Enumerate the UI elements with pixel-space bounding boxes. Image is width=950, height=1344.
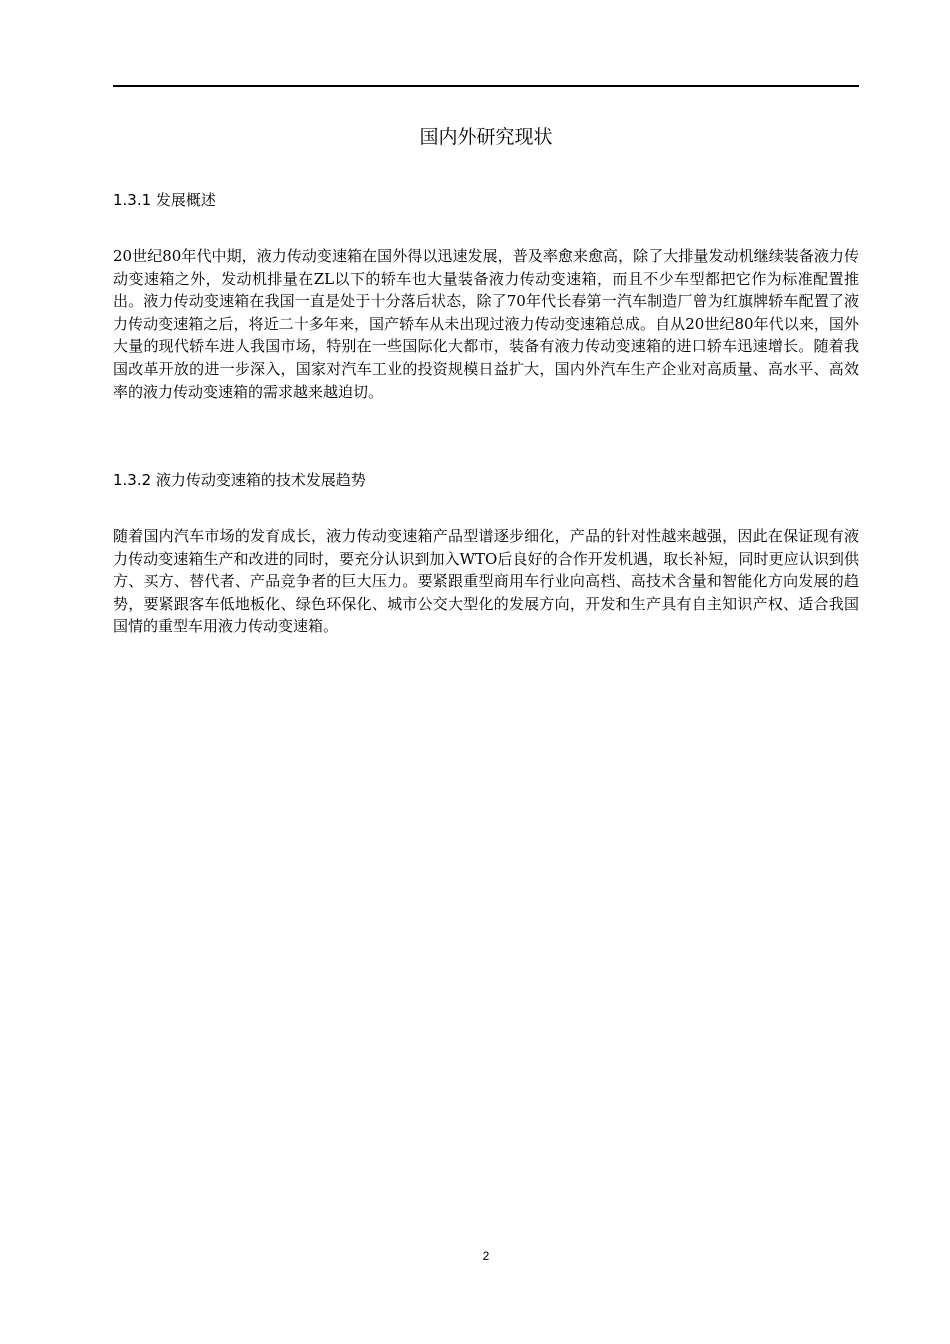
header-rule xyxy=(113,85,859,87)
section-heading-technology-trends: 1.3.2 液力传动变速箱的技术发展趋势 xyxy=(113,471,366,489)
page-title: 国内外研究现状 xyxy=(419,126,553,148)
section-heading-development-overview: 1.3.1 发展概述 xyxy=(113,191,216,209)
page-number: 2 xyxy=(482,1249,490,1263)
section-paragraph-technology-trends: 随着国内汽车市场的发育成长，液力传动变速箱产品型谱逐步细化，产品的针对性越来越强，因此在保证现有液力传动变速箱生产和改进的同时，要充分认识到加入WTO后良好的合作开发机遇，取长补短，同时更应认识到供方、买方、替代者、产品竞争者的巨大压力。要紧跟重型商用车行业向高档、高技术含量和智能化方向发展的趋势，要紧跟客车低地板化、绿色环保化、城市公交大型化的发展方向，开发和生产具有自主知识产权、适合我国国情的重型车用液力传动变速箱。 xyxy=(113,527,859,636)
section-paragraph-development-overview: 20世纪80年代中期，液力传动变速箱在国外得以迅速发展，普及率愈来愈高，除了大排量发动机继续装备液力传动变速箱之外，发动机排量在ZL以下的轿车也大量装备液力传动变速箱，而且不少车型都把它作为标准配置推出。液力传动变速箱在我国一直是处于十分落后状态，除了70年代长春第一汽车制造厂曾为红旗牌轿车配置了液力传动变速箱之后，将近二十多年来，国产轿车从未出现过液力传动变速箱总成。自从20世纪80年代以来，国外大量的现代轿车进人我国市场，特别在一些国际化大都市，装备有液力传动变速箱的进口轿车迅速增长。随着我国改革开放的进一步深入，国家对汽车工业的投资规模日益扩大，国内外汽车生产企业对高质量、高水平、高效率的液力传动变速箱的需求越来越迫切。 xyxy=(113,247,859,401)
